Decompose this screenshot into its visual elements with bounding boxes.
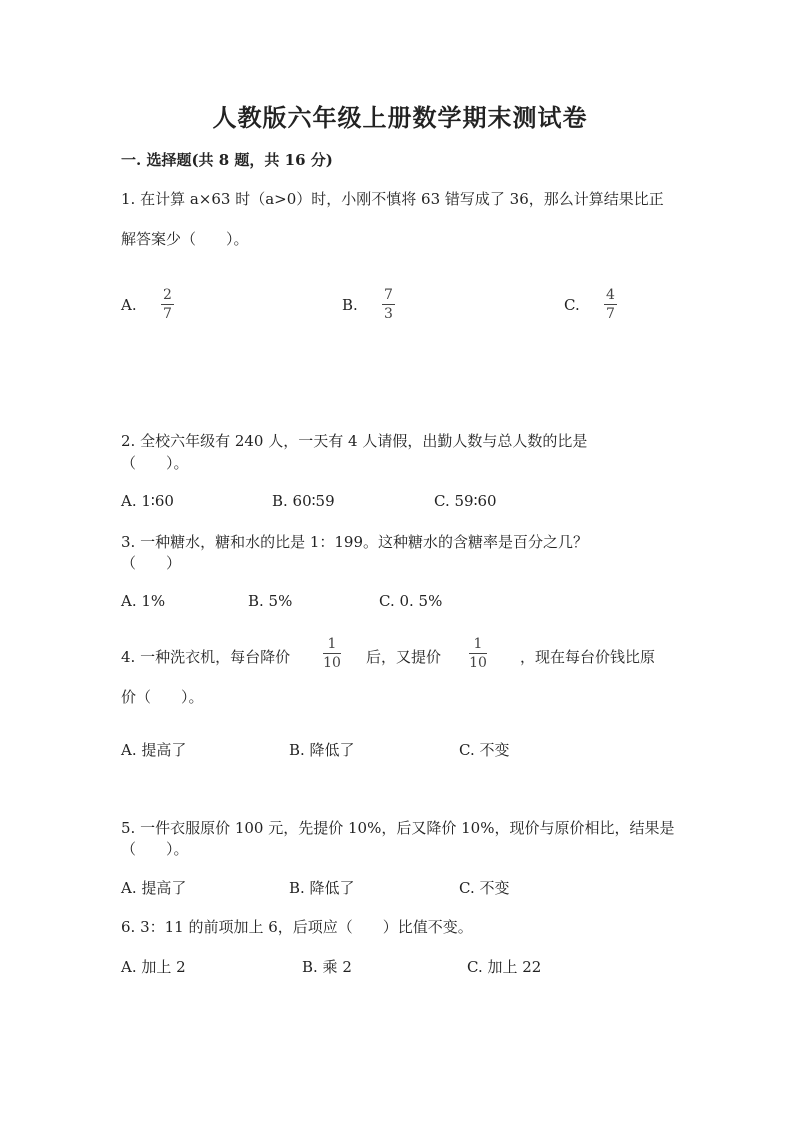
- q4-option-a: A. 提高了: [121, 741, 187, 759]
- q1-option-b-fraction: [382, 288, 395, 321]
- question-5-line-2: （ ）。: [121, 840, 189, 858]
- fraction-bar: [161, 304, 174, 305]
- question-6-line-1: 6. 3：11 的前项加上 6，后项应（ ）比值不变。: [121, 918, 473, 936]
- q1-option-c-label: C.: [564, 296, 580, 314]
- q2-option-c: C. 59∶60: [434, 492, 497, 510]
- numerator: 7: [384, 287, 393, 303]
- q6-option-c: C. 加上 22: [467, 958, 542, 976]
- denominator: 10: [469, 655, 487, 671]
- q1-option-c-fraction: [604, 288, 617, 321]
- question-1-line-2: 解答案少（ ）。: [121, 230, 249, 248]
- q6-option-a: A. 加上 2: [121, 958, 186, 976]
- q5-option-b: B. 降低了: [289, 879, 355, 897]
- q3-option-c: C. 0. 5%: [379, 592, 443, 610]
- fraction-bar: [382, 304, 395, 305]
- numerator: 4: [606, 287, 615, 303]
- numerator: 1: [473, 636, 483, 652]
- q4-fraction-1: [323, 637, 341, 670]
- q3-option-a: A. 1%: [121, 592, 166, 610]
- question-2-line-1: 2. 全校六年级有 240 人，一天有 4 人请假，出勤人数与总人数的比是: [121, 432, 588, 450]
- question-3-line-1: 3. 一种糖水，糖和水的比是 1：199。这种糖水的含糖率是百分之几？: [121, 533, 589, 551]
- question-3-line-2: （ ）: [121, 554, 182, 572]
- q5-option-c: C. 不变: [459, 879, 510, 897]
- q6-option-b: B. 乘 2: [302, 958, 352, 976]
- numerator: 1: [327, 636, 337, 652]
- question-4-part-1: 4. 一种洗衣机，每台降价: [121, 648, 291, 666]
- denominator: 10: [323, 655, 341, 671]
- q5-option-a: A. 提高了: [121, 879, 187, 897]
- q1-option-a-fraction: [161, 288, 174, 321]
- q1-option-b-label: B.: [342, 296, 358, 314]
- q2-option-b: B. 60∶59: [272, 492, 335, 510]
- fraction-bar: [604, 304, 617, 305]
- denominator: 7: [606, 306, 615, 322]
- q4-option-b: B. 降低了: [289, 741, 355, 759]
- question-2-line-2: （ ）。: [121, 454, 189, 472]
- section-heading: 一. 选择题(共 8 题，共 16 分): [121, 151, 333, 169]
- denominator: 7: [163, 306, 172, 322]
- q2-option-a: A. 1∶60: [121, 492, 174, 510]
- question-4-part-2: 后，又提价: [366, 648, 442, 666]
- q4-fraction-2: [469, 637, 487, 670]
- fraction-bar: [323, 653, 341, 654]
- question-4-part-3: ，现在每台价钱比原: [520, 648, 656, 666]
- question-1-line-1: 1. 在计算 a×63 时（a>0）时，小刚不慎将 63 错写成了 36，那么计算结果比正: [121, 190, 664, 208]
- question-4-line-2: 价（ ）。: [121, 688, 204, 706]
- q3-option-b: B. 5%: [248, 592, 293, 610]
- q1-option-a-label: A.: [121, 296, 137, 314]
- question-5-line-1: 5. 一件衣服原价 100 元，先提价 10%，后又降价 10%，现价与原价相比，结果是: [121, 819, 675, 837]
- numerator: 2: [163, 287, 172, 303]
- fraction-bar: [469, 653, 487, 654]
- denominator: 3: [384, 306, 393, 322]
- page-title: 人教版六年级上册数学期末测试卷: [212, 103, 588, 132]
- q4-option-c: C. 不变: [459, 741, 510, 759]
